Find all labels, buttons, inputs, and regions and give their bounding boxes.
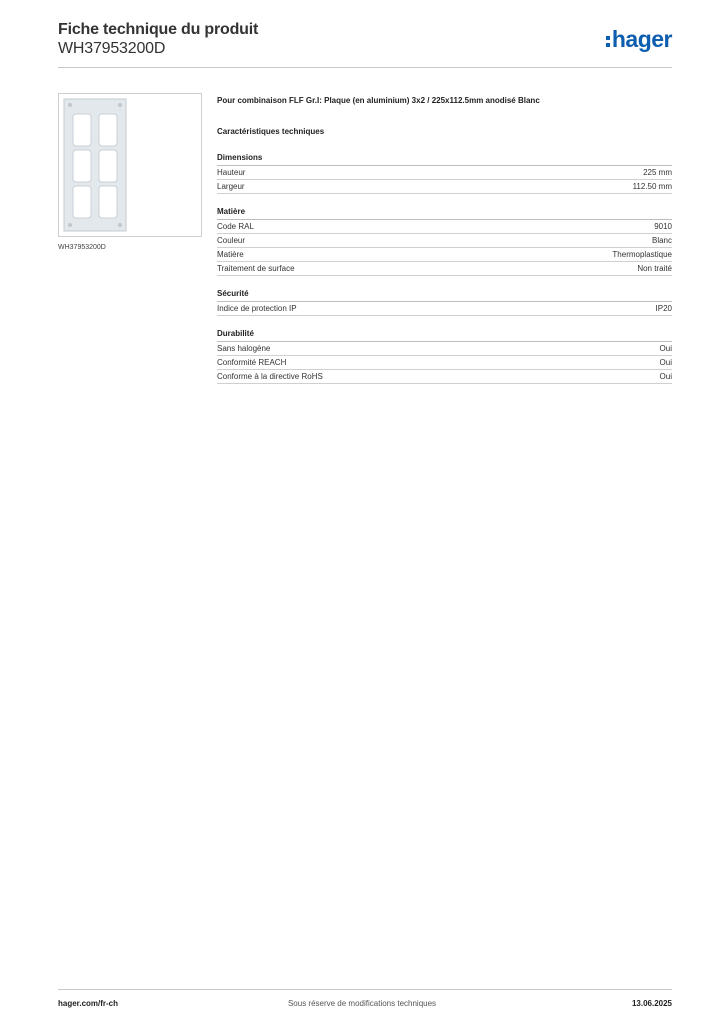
row-label: Code RAL [217, 222, 254, 231]
footer-website-link[interactable]: hager.com/fr-ch [58, 999, 119, 1008]
row-label: Largeur [217, 182, 245, 191]
group-title: Matière [217, 207, 672, 220]
table-row [217, 342, 672, 356]
row-value: 225 mm [643, 168, 672, 177]
group-title: Dimensions [217, 153, 672, 166]
footer-date: 13.06.2025 [631, 999, 672, 1008]
product-image [58, 93, 202, 237]
row-value: 9010 [654, 222, 672, 231]
table-row [217, 234, 672, 248]
table-row [217, 262, 672, 276]
table-row [217, 180, 672, 194]
row-value: Oui [659, 344, 672, 353]
row-label: Traitement de surface [217, 264, 295, 273]
group-material [217, 207, 672, 276]
row-value: IP20 [655, 304, 672, 313]
footer-notice: Sous réserve de modifications techniques [287, 999, 437, 1008]
row-label: Matière [217, 250, 244, 259]
table-row [217, 302, 672, 316]
characteristics-heading: Caractéristiques techniques [217, 127, 325, 136]
row-label: Hauteur [217, 168, 246, 177]
header-divider [58, 67, 672, 68]
product-reference: WH37953200D [58, 40, 166, 57]
row-value: Oui [659, 372, 672, 381]
footer-divider [58, 989, 672, 990]
logo-wordmark: hager [611, 26, 672, 52]
product-details [217, 96, 672, 397]
logo-colon-icon [606, 36, 610, 47]
group-title: Sécurité [217, 289, 672, 302]
row-value: 112.50 mm [632, 182, 672, 191]
row-value: Thermoplastique [612, 250, 672, 259]
row-label: Couleur [217, 236, 246, 245]
hager-logo[interactable] [606, 28, 672, 51]
row-value: Oui [659, 358, 672, 367]
row-label: Conforme à la directive RoHS [217, 372, 323, 381]
product-description: Pour combinaison FLF Gr.I: Plaque (en aluminium) 3x2 / 225x112.5mm anodisé Blanc [217, 96, 540, 105]
row-value: Non traité [637, 264, 672, 273]
row-label: Sans halogène [217, 344, 271, 353]
image-caption: WH37953200D [58, 244, 106, 251]
group-title: Durabilité [217, 329, 672, 342]
row-value: Blanc [651, 236, 672, 245]
group-security [217, 289, 672, 316]
faceplate-3x2-icon [59, 94, 201, 236]
table-row [217, 166, 672, 180]
page-title: Fiche technique du produit [58, 21, 259, 38]
row-label: Conformité REACH [217, 358, 287, 367]
group-dimensions [217, 153, 672, 194]
group-durability [217, 329, 672, 384]
table-row [217, 220, 672, 234]
table-row [217, 370, 672, 384]
table-row [217, 248, 672, 262]
table-row [217, 356, 672, 370]
row-label: Indice de protection IP [217, 304, 297, 313]
